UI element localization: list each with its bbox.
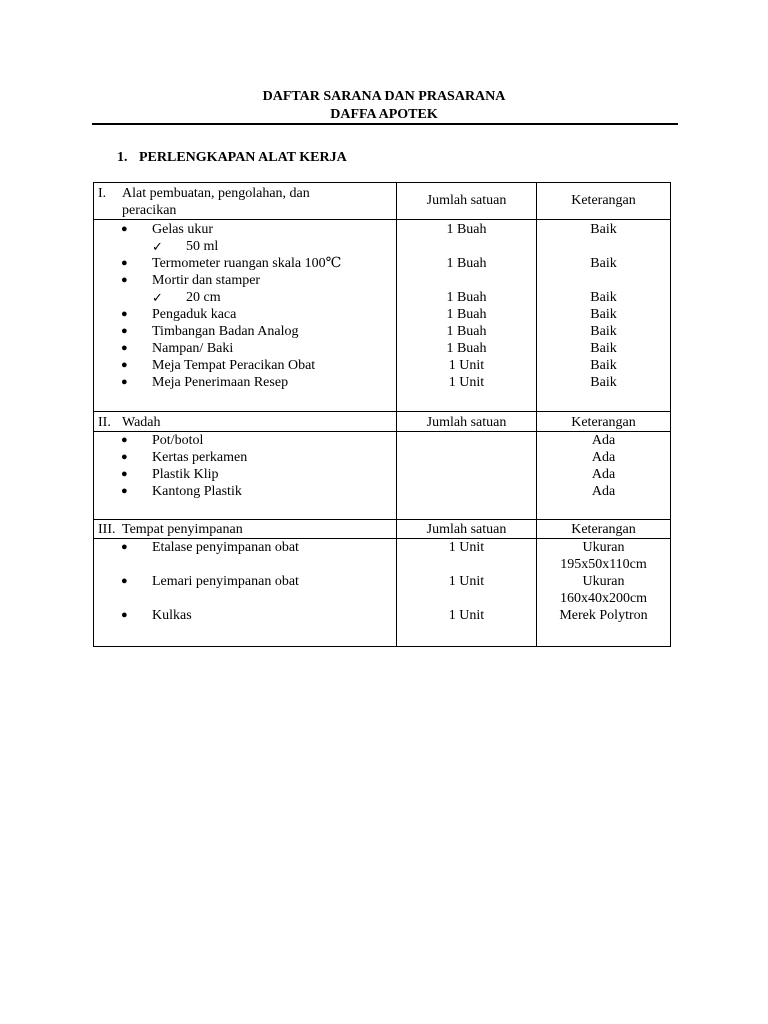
list-item: ● Mortir dan stamper	[121, 273, 261, 288]
group-header-row	[94, 412, 671, 432]
bullet-icon: ●	[121, 468, 128, 480]
keterangan-cell: Baik Baik Baik Baik Baik Baik Baik Baik	[537, 220, 671, 412]
column-header-jumlah: Jumlah satuan	[397, 183, 537, 220]
document-subtitle: DAFFA APOTEK	[330, 107, 438, 122]
item-list-cell	[94, 539, 397, 647]
title-underline	[92, 123, 678, 125]
bullet-icon: ●	[121, 434, 128, 446]
list-item: ● Lemari penyimpanan obat	[121, 574, 299, 589]
group-title-line: peracikan	[122, 203, 177, 218]
bullet-icon: ●	[121, 359, 128, 371]
section-number: 1.	[117, 150, 128, 165]
column-header-jumlah: Jumlah satuan	[397, 412, 537, 432]
bullet-icon: ●	[121, 609, 128, 621]
bullet-icon: ●	[121, 485, 128, 497]
list-item: ● Termometer ruangan skala 100℃	[121, 256, 342, 271]
keterangan-cell: Ukuran 195x50x110cm Ukuran 160x40x200cm Merek Polytron	[537, 539, 671, 647]
item-list-cell	[94, 432, 397, 520]
group-title: Tempat penyimpanan	[122, 522, 243, 537]
check-icon: ✓	[152, 239, 163, 254]
group-title: Wadah	[122, 415, 161, 430]
bullet-icon: ●	[121, 541, 128, 553]
group-title-cell	[94, 183, 397, 220]
item-list-cell	[94, 220, 397, 412]
group-roman: II.	[98, 415, 111, 430]
jumlah-cell: 1 Unit 1 Unit 1 Unit	[397, 539, 537, 647]
check-icon: ✓	[152, 290, 163, 305]
group-header-row	[94, 183, 671, 220]
bullet-icon: ●	[121, 575, 128, 587]
document-title: DAFTAR SARANA DAN PRASARANA	[262, 89, 506, 104]
list-item: ● Kantong Plastik	[121, 484, 242, 499]
group-title-line: Alat pembuatan, pengolahan, dan	[122, 186, 310, 201]
section-title: PERLENGKAPAN ALAT KERJA	[139, 150, 347, 165]
bullet-icon: ●	[121, 223, 128, 235]
group-body-row	[94, 432, 671, 520]
list-item: ● Pengaduk kaca	[121, 307, 237, 322]
group-header-row	[94, 520, 671, 539]
group-title-cell	[94, 412, 397, 432]
list-item: ● Etalase penyimpanan obat	[121, 540, 299, 555]
jumlah-cell: 1 Buah 1 Buah 1 Buah 1 Buah 1 Buah 1 Buah 1 Unit 1 Unit	[397, 220, 537, 412]
column-header-keterangan: Keterangan	[537, 520, 671, 539]
list-subitem: ✓ 50 ml	[152, 239, 219, 254]
bullet-icon: ●	[121, 274, 128, 286]
equipment-table	[93, 182, 671, 647]
list-item: ● Plastik Klip	[121, 467, 219, 482]
group-roman: III.	[98, 522, 116, 537]
keterangan-cell: Ada Ada Ada Ada	[537, 432, 671, 520]
group-roman: I.	[98, 186, 107, 201]
group-body-row	[94, 220, 671, 412]
bullet-icon: ●	[121, 257, 128, 269]
group-title-cell	[94, 520, 397, 539]
list-item: ● Meja Tempat Peracikan Obat	[121, 358, 316, 373]
bullet-icon: ●	[121, 376, 128, 388]
column-header-keterangan: Keterangan	[537, 183, 671, 220]
column-header-jumlah: Jumlah satuan	[397, 520, 537, 539]
list-item: ● Pot/botol	[121, 433, 204, 448]
list-item: ● Kulkas	[121, 608, 192, 623]
bullet-icon: ●	[121, 342, 128, 354]
list-item: ● Nampan/ Baki	[121, 341, 234, 356]
group-body-row	[94, 539, 671, 647]
bullet-icon: ●	[121, 451, 128, 463]
jumlah-cell	[397, 432, 537, 520]
section-heading	[117, 149, 347, 166]
list-item: ● Kertas perkamen	[121, 450, 248, 465]
list-item: ● Gelas ukur	[121, 222, 214, 237]
bullet-icon: ●	[121, 325, 128, 337]
list-item: ● Timbangan Badan Analog	[121, 324, 299, 339]
list-subitem: ✓ 20 cm	[152, 290, 221, 305]
bullet-icon: ●	[121, 308, 128, 320]
column-header-keterangan: Keterangan	[537, 412, 671, 432]
list-item: ● Meja Penerimaan Resep	[121, 375, 289, 390]
